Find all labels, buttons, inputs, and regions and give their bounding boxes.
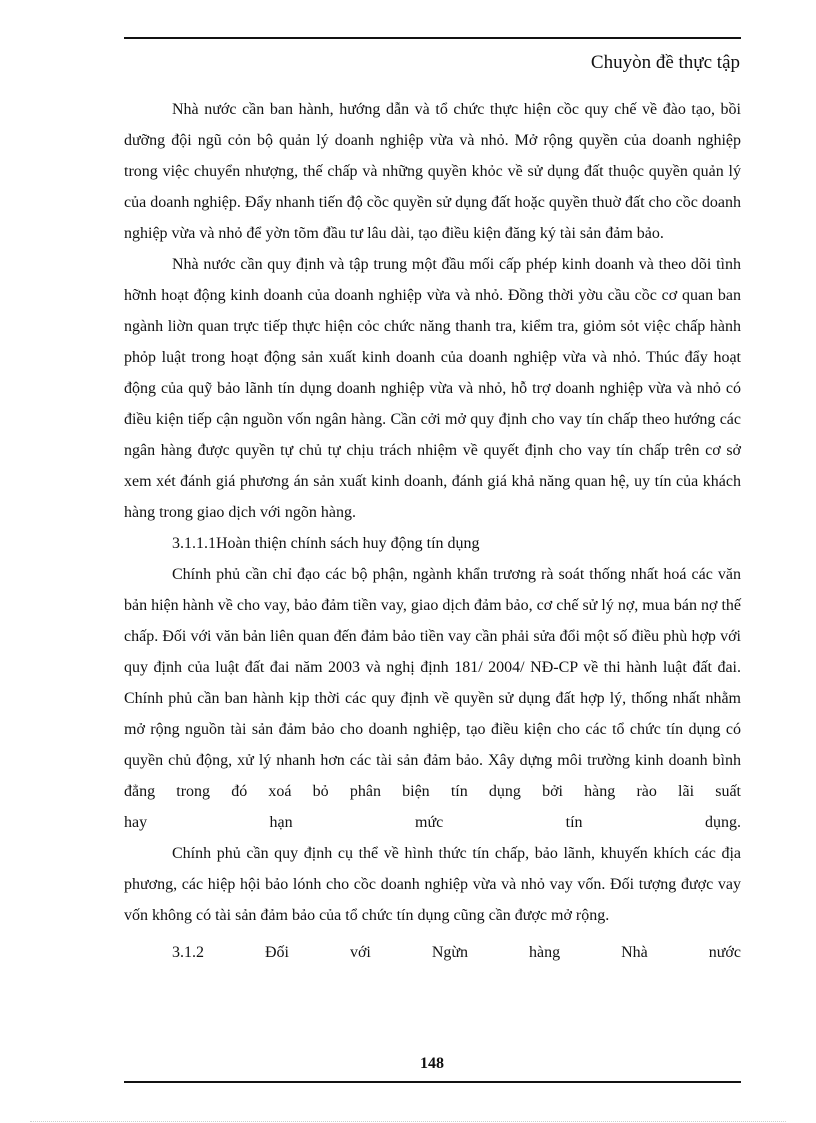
word: hay [124, 814, 148, 831]
document-body [124, 94, 741, 968]
header-rule [124, 37, 741, 39]
paragraph-1: Nhà nước cần ban hành, hướng dẫn và tổ chức thực hiện cồc quy chế về đào tạo, bồi dưỡng đội ngũ cỏn bộ quản lý doanh nghiệp vừa và nhỏ. Mở rộng quyền của doanh nghiệp trong việc chuyển nhượng, thế chấp và những quyền khỏc về sử dụng đất thuộc quyền quản lý của doanh nghiệp. Đẩy nhanh tiến độ cồc quyền sử dụng đất hoặc quyền thuờ đất cho cồc doanh nghiệp vừa và nhỏ để yờn tõm đầu tư lâu dài, tạo điều kiện đăng ký tài sản đảm bảo. [124, 101, 741, 242]
word: mức [415, 814, 444, 831]
word: nước [708, 944, 741, 961]
word: 3.1.2 [172, 944, 204, 961]
paragraph-3-last-line [124, 807, 741, 838]
word: với [349, 944, 371, 961]
paragraph-4: Chính phủ cần quy định cụ thể về hình thức tín chấp, bảo lãnh, khuyến khích các địa phương, các hiệp hội bảo lónh cho cồc doanh nghiệp vừa và nhỏ vay vốn. Đối tượng được vay vốn không có tài sản đảm bảo của tổ chức tín dụng cũng cần được mở rộng. [124, 845, 741, 924]
header-title: Chuyòn đề thực tập [590, 52, 740, 73]
paragraph-3: Chính phủ cần chỉ đạo các bộ phận, ngành khẩn trương rà soát thống nhất hoá các văn bản hiện hành về cho vay, bảo đảm tiền vay, giao dịch đảm bảo, cơ chế sử lý nợ, mua bán nợ thế chấp. Đối với văn bản liên quan đến đảm bảo tiền vay cần phải sửa đổi một số điều phù hợp với quy định của luật đất đai năm 2003 và nghị định 181/ 2004/ NĐ-CP về thi hành luật đất đai. Chính phủ cần ban hành kịp thời các quy định về quyền sử dụng đất hợp lý, thống nhất nhằm mở rộng nguồn tài sản đảm bảo cho doanh nghiệp, tạo điều kiện cho các tổ chức tín dụng có quyền chủ động, xử lý nhanh hơn các tài sản đảm bảo. Xây dựng môi trường kinh doanh bình đẳng trong đó xoá bỏ phân biện tín dụng bởi hàng rào lãi suất [124, 566, 741, 800]
word: hạn [269, 814, 293, 831]
word: dụng. [704, 814, 741, 831]
word: Đối [264, 944, 289, 961]
page-edge-divider [30, 1121, 786, 1122]
word: Nhà [621, 944, 648, 961]
paragraph-2: Nhà nước cần quy định và tập trung một đầu mối cấp phép kinh doanh và theo dõi tình hỡnh hoạt động kinh doanh của doanh nghiệp vừa và nhỏ. Đồng thời yờu cầu cồc cơ quan ban ngành liờn quan trực tiếp thực hiện cỏc chức năng thanh tra, kiểm tra, giỏm sỏt việc chấp hành phỏp luật trong hoạt động sản xuất kinh doanh của doanh nghiệp vừa và nhỏ. Thúc đẩy hoạt động của quỹ bảo lãnh tín dụng doanh nghiệp vừa và nhỏ, hỗ trợ doanh nghiệp vừa và nhỏ có điều kiện tiếp cận nguồn vốn ngân hàng. Cần cởi mở quy định cho vay tín chấp theo hướng các ngân hàng được quyền tự chủ tự chịu trách nhiệm về quyết định cho vay tín chấp trên cơ sở xem xét đánh giá phương án sản xuất kinh doanh, đánh giá khả năng quan hệ, uy tín của khách hàng trong giao dịch với ngõn hàng. [124, 256, 741, 521]
subsection-heading [124, 937, 741, 968]
word: tín [565, 814, 583, 831]
section-heading: 3.1.1.1Hoàn thiện chính sách huy động tín dụng [172, 535, 480, 552]
word: hàng [529, 944, 561, 961]
word: Ngừn [431, 944, 469, 961]
footer-rule [124, 1081, 741, 1083]
page-number: 148 [420, 1055, 444, 1072]
